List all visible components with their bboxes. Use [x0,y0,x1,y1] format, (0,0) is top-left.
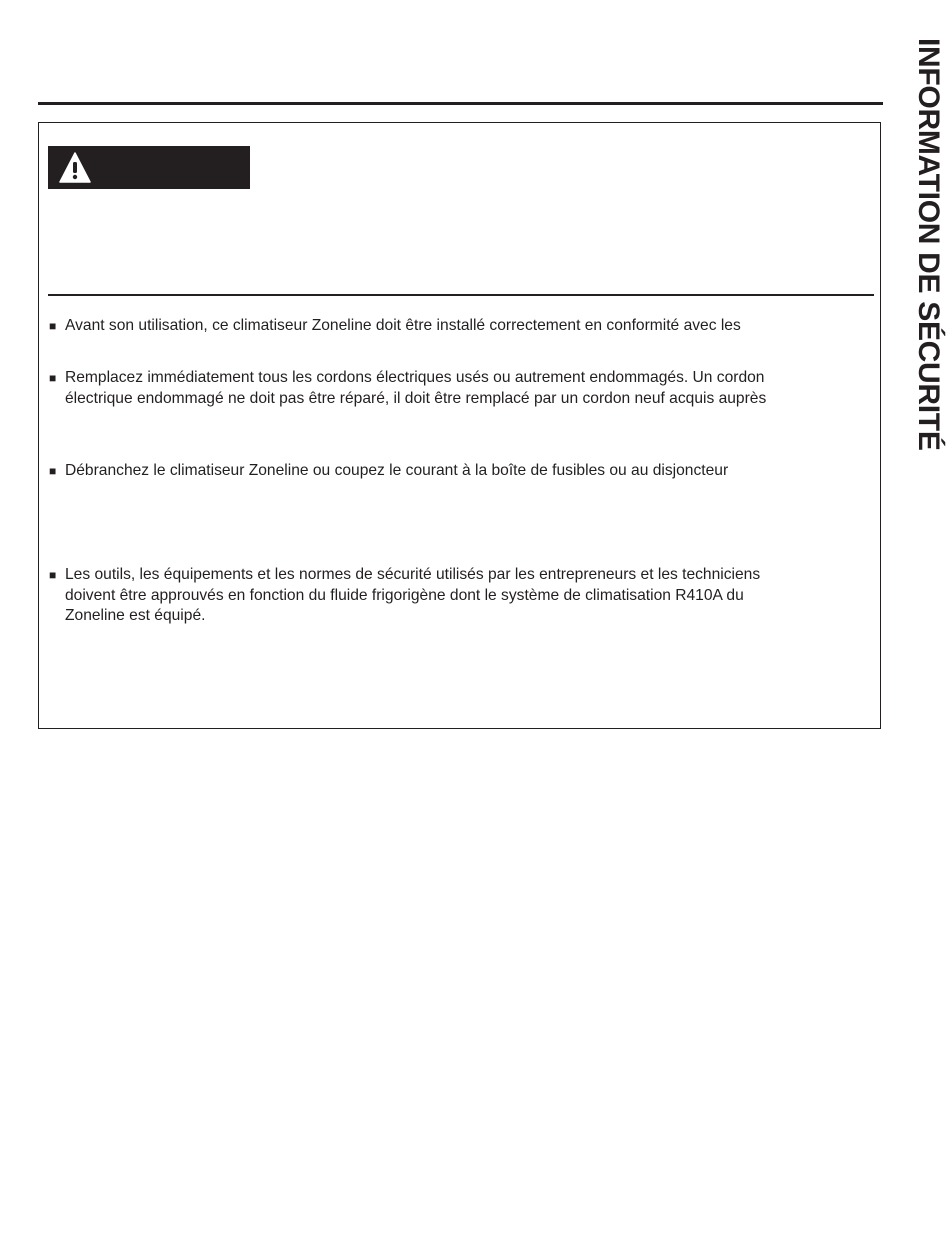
bullet: ■ [49,319,57,333]
warning-badge [48,146,250,189]
safety-item-text: Remplacez immédiatement tous les cordons électriques usés ou autrement endommagés. Un cordon électrique endommagé ne doit pas être réparé, il doit être remplacé par un cordon neuf acquis auprès [65,369,767,407]
bullet: ■ [49,464,57,478]
safety-item-text: Les outils, les équipements et les normes de sécurité utilisés par les entrepreneurs et les techniciens doivent être approuvés en fonction du fluide frigorigène dont le système de climatisation R410A du Zoneline est équipé. [65,566,761,624]
section-side-title: INFORMATION DE SÉCURITÉ [912,38,945,451]
header-rule [38,102,883,105]
safety-item-text: Avant son utilisation, ce climatiseur Zoneline doit être installé correctement en conformité avec les [65,317,741,334]
warning-triangle-icon [58,151,92,185]
safety-item-installation [49,316,879,337]
warning-divider [48,294,874,296]
warning-box [38,122,881,729]
bullet: ■ [49,568,57,582]
bullet: ■ [49,371,57,385]
safety-item-text: Débranchez le climatiseur Zoneline ou coupez le courant à la boîte de fusibles ou au disjoncteur [65,462,729,479]
safety-item-cord [49,368,879,409]
safety-item-refrigerant [49,565,879,627]
safety-item-unplug [49,461,879,482]
